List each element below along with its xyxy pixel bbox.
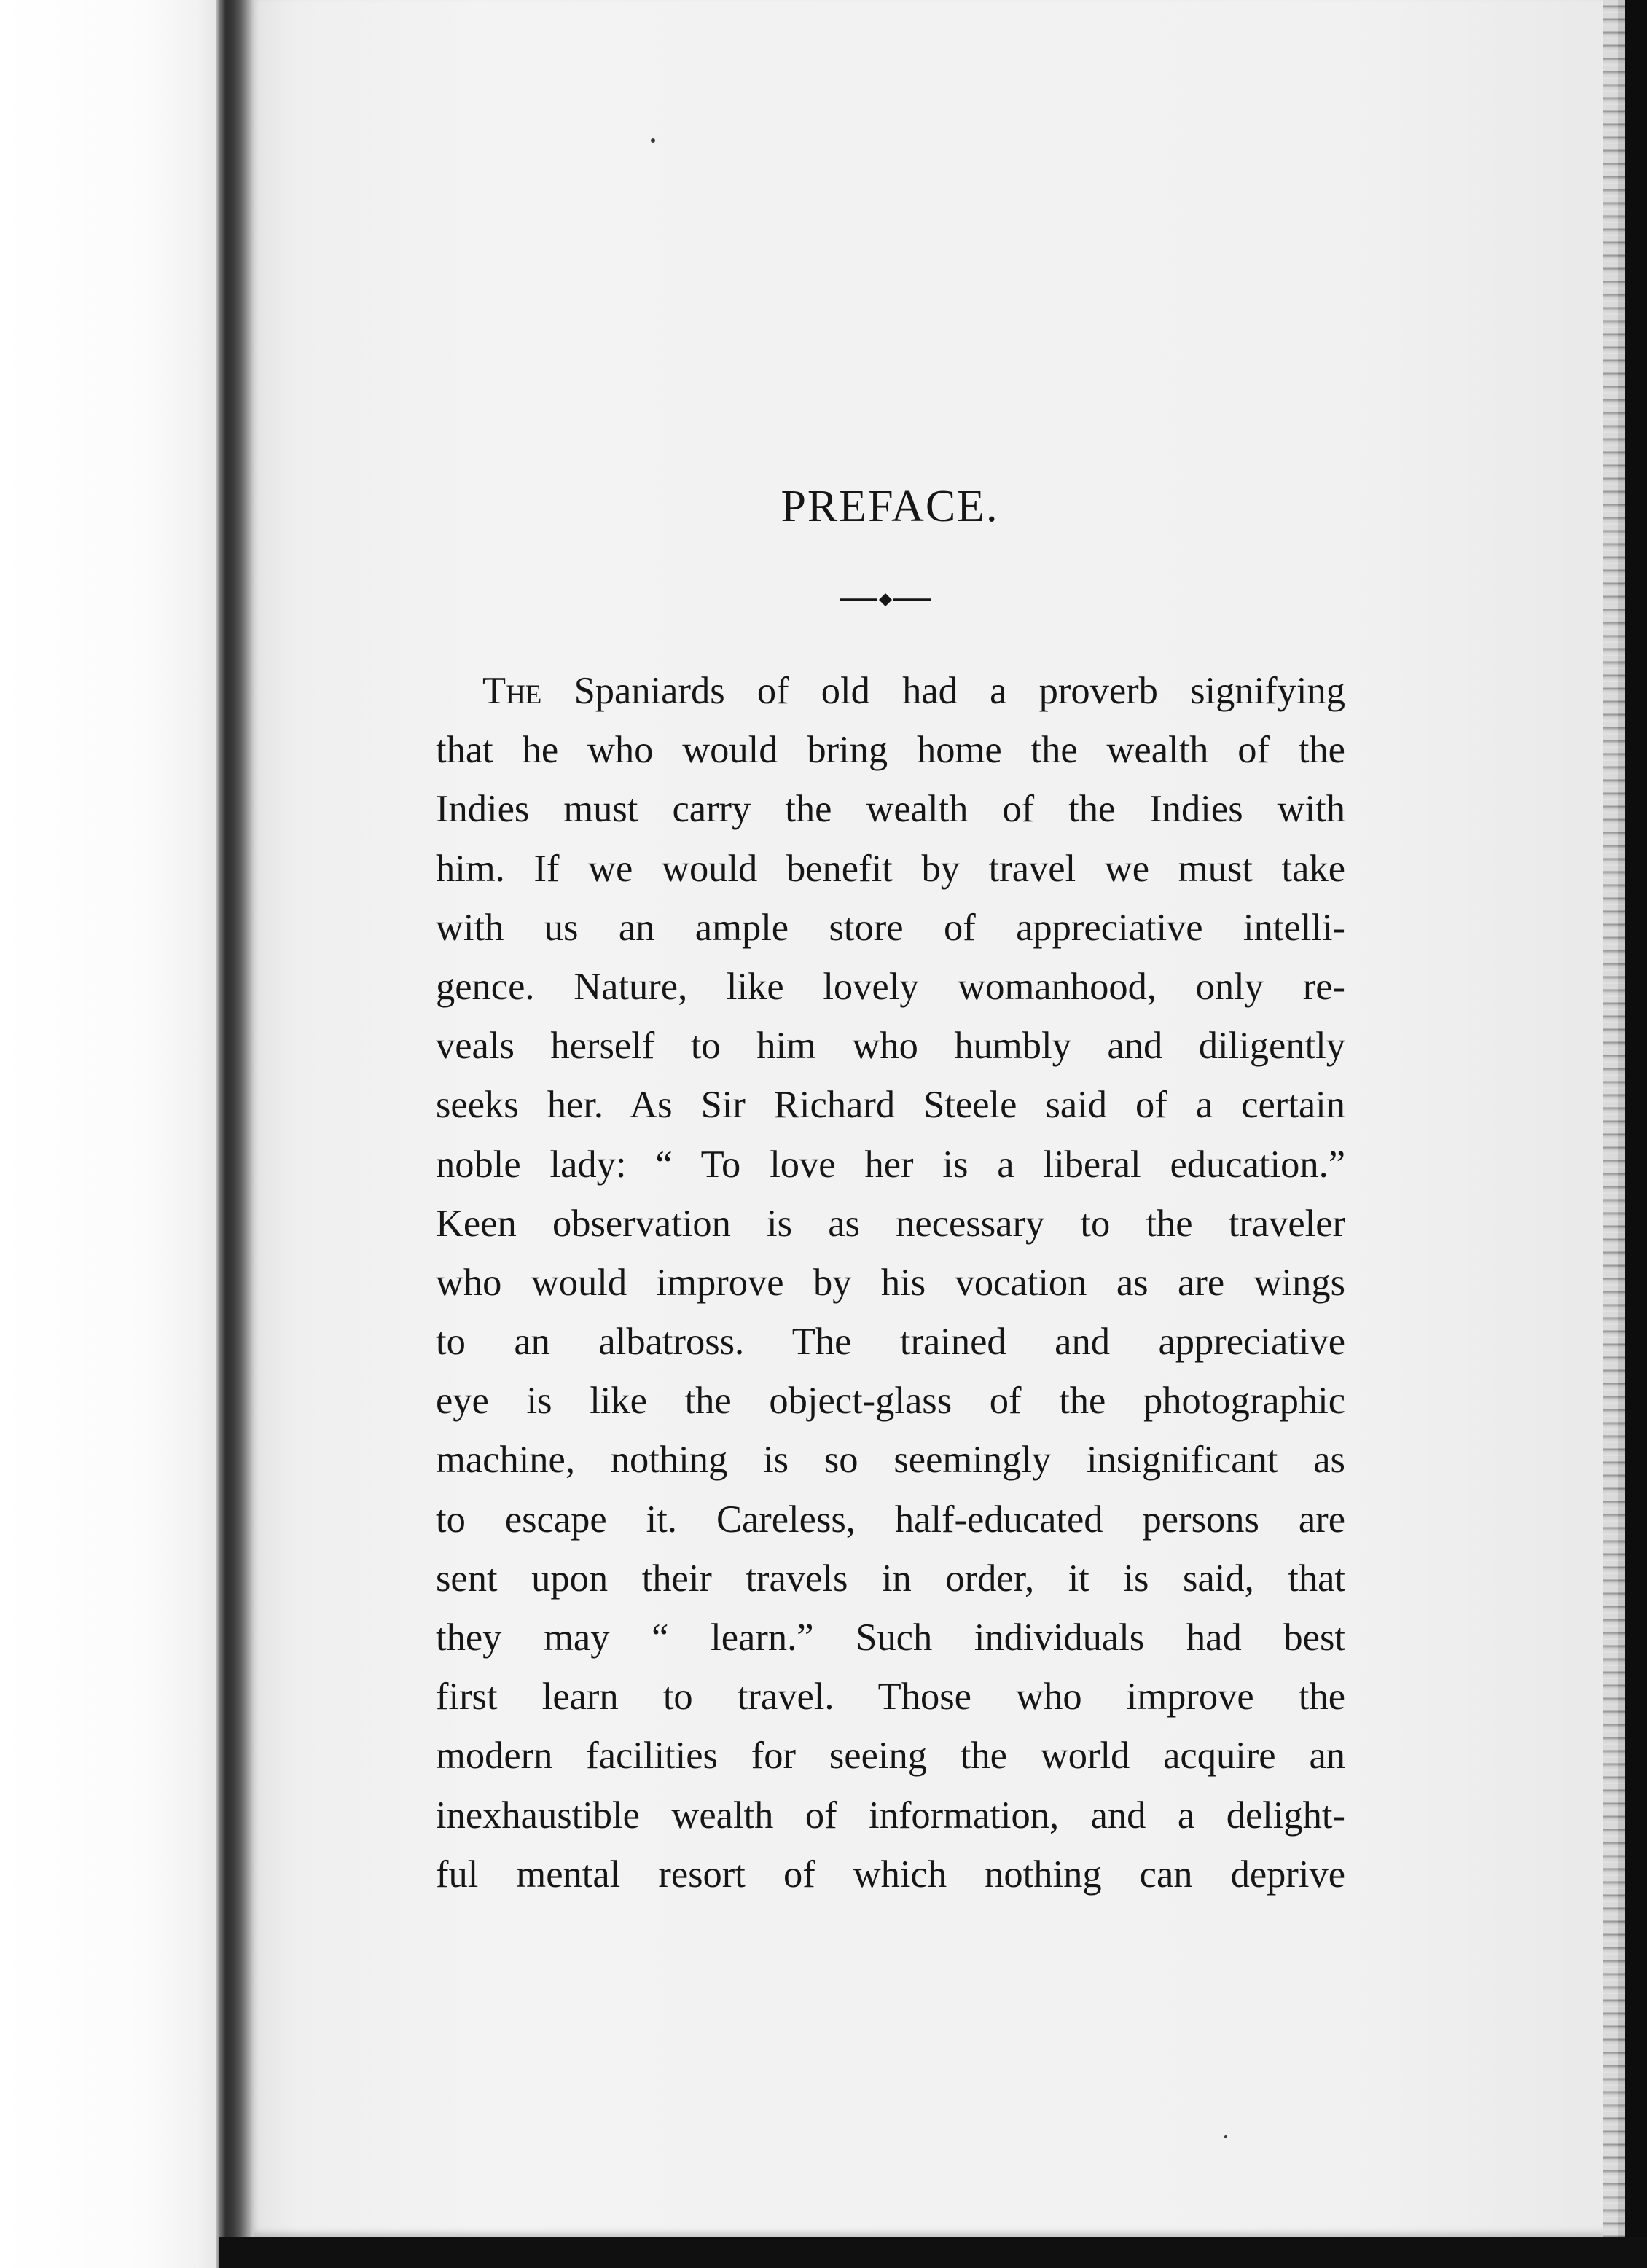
dust-speck <box>1224 2135 1227 2138</box>
text-line: with us an ample store of appreciative intelli- <box>436 906 1345 949</box>
page-right-edge <box>1603 0 1625 2237</box>
text-line: Indies must carry the wealth of the Indies with <box>436 788 1345 831</box>
text-line: seeks her. As Sir Richard Steele said of a certain <box>436 1084 1345 1127</box>
scan-right-border <box>1625 0 1647 2268</box>
text-line: sent upon their travels in order, it is said, that <box>436 1557 1345 1600</box>
scan-left-margin <box>0 0 219 2268</box>
text-line: inexhaustible wealth of information, and a delight- <box>436 1794 1345 1837</box>
text-line: to escape it. Careless, half-educated persons are <box>436 1498 1345 1541</box>
text-line: that he who would bring home the wealth of the <box>436 729 1345 772</box>
opening-word: The <box>482 670 542 712</box>
text-line: modern facilities for seeing the world acquire an <box>436 1735 1345 1778</box>
text-line: first learn to travel. Those who improve the <box>436 1675 1345 1718</box>
text-line: noble lady: “ To love her is a liberal education.” <box>436 1143 1345 1186</box>
text-line: to an albatross. The trained and appreciative <box>436 1321 1345 1364</box>
binding-gutter <box>216 0 254 2268</box>
text-line: who would improve by his vocation as are wings <box>436 1261 1345 1304</box>
text-line: gence. Nature, like lovely womanhood, only re- <box>436 965 1345 1008</box>
text-line: they may “ learn.” Such individuals had best <box>436 1616 1345 1659</box>
text-line-1 <box>436 662 1345 721</box>
text-line: machine, nothing is so seemingly insignificant as <box>436 1439 1345 1482</box>
text-line: veals herself to him who humbly and diligently <box>436 1025 1345 1068</box>
scan-bottom-border <box>219 2237 1647 2268</box>
text-line: eye is like the object-glass of the photographic <box>436 1380 1345 1423</box>
first-line-text: Spaniards of old had a proverb signifying <box>541 670 1345 712</box>
dust-speck <box>651 138 655 143</box>
preface-body <box>436 662 1345 1904</box>
dash-diamond-dash-ornament-icon <box>840 592 931 608</box>
text-line: ful mental resort of which nothing can deprive <box>436 1853 1345 1896</box>
page-heading: PREFACE. <box>781 482 999 531</box>
text-line: him. If we would benefit by travel we must take <box>436 847 1345 890</box>
text-line: Keen observation is as necessary to the traveler <box>436 1202 1345 1245</box>
